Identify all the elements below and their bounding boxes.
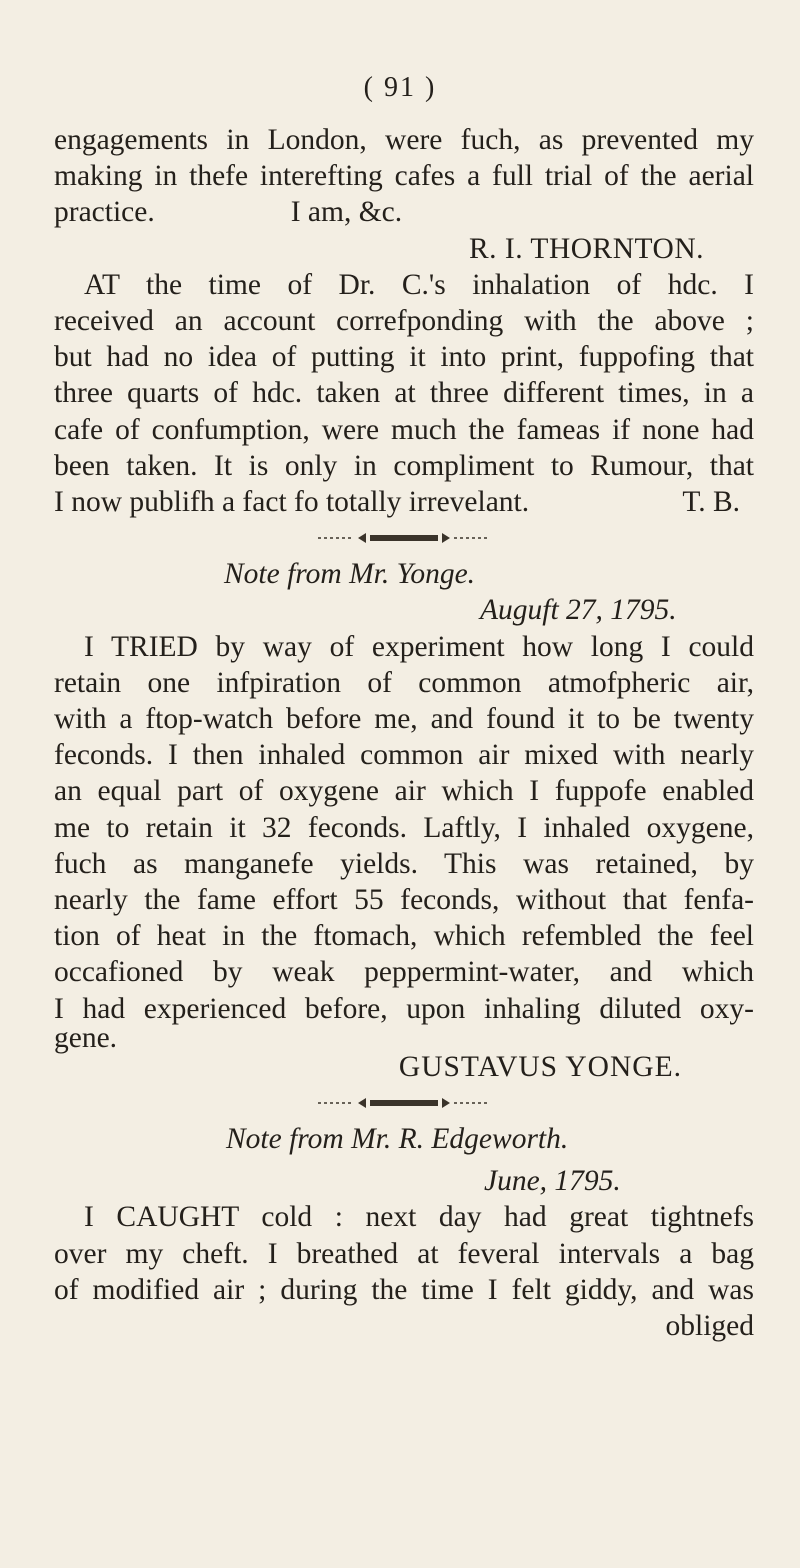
- body-line: but had no idea of putting it into print, fuppofing that: [54, 341, 754, 374]
- body-line: with a ftop-watch before me, and found it to be twenty: [54, 703, 754, 736]
- closing: I am, &c.: [290, 196, 403, 229]
- last-line: practice.: [54, 196, 155, 229]
- body-line: AT the time of Dr. C.'s inhalation of hdc. I: [84, 268, 754, 301]
- body-line: me to retain it 32 feconds. Laftly, I inhaled oxygene,: [54, 811, 754, 844]
- body-line: I had experienced before, upon inhaling diluted oxy-: [54, 992, 754, 1025]
- body-line: received an account correfponding with the above ;: [54, 305, 754, 338]
- signature-yonge: GUSTAVUS YONGE.: [398, 1050, 682, 1083]
- body-line: an equal part of oxygene air which I fuppofe enabled: [54, 775, 754, 808]
- page-number: ( 91 ): [363, 72, 437, 103]
- section-divider: [54, 1085, 754, 1121]
- body-line: engagements in London, were fuch, as prevented my: [54, 124, 754, 156]
- tb-final-line: [54, 484, 754, 520]
- body-line: making in thefe interefting cafes a full trial of the aerial: [54, 160, 754, 193]
- body-line: I TRIED by way of experiment how long I could: [84, 630, 754, 663]
- body-line: tion of heat in the ftomach, which refembled the feel: [54, 920, 754, 953]
- page-body: [54, 122, 754, 1344]
- last-line: I now publifh a fact fo totally irrevelant.: [54, 486, 530, 519]
- signature-tb: T. B.: [682, 486, 740, 519]
- closing-line: [54, 194, 754, 230]
- body-line: retain one infpiration of common atmofpheric air,: [54, 666, 754, 699]
- body-line: of modified air ; during the time I felt giddy, and was: [54, 1273, 754, 1306]
- body-line: cafe of confumption, were much the fameas if none had: [54, 413, 754, 446]
- body-line: over my cheft. I breathed at feveral intervals a bag: [54, 1237, 754, 1270]
- note-date-edgeworth: June, 1795.: [484, 1165, 621, 1198]
- note-heading-yonge: Note from Mr. Yonge.: [224, 558, 476, 591]
- body-line: occafioned by weak peppermint-water, and which: [54, 956, 754, 989]
- signature-thornton: R. I. THORNTON.: [468, 232, 704, 265]
- body-line: been taken. It is only in compliment to Rumour, that: [54, 449, 754, 482]
- body-line: I CAUGHT cold : next day had great tightnefs: [84, 1201, 754, 1234]
- catchword: obliged: [665, 1310, 754, 1343]
- body-line: feconds. I then inhaled common air mixed with nearly: [54, 739, 754, 772]
- section-divider: [54, 520, 754, 556]
- body-line: three quarts of hdc. taken at three different times, in a: [54, 377, 754, 410]
- body-line: nearly the fame effort 55 feconds, without that fenfa-: [54, 884, 754, 917]
- body-line: fuch as manganefe yields. This was retained, by: [54, 847, 754, 880]
- note-date-yonge: Auguft 27, 1795.: [480, 594, 677, 627]
- last-line: gene.: [54, 1021, 118, 1054]
- note-heading-edgeworth: Note from Mr. R. Edgeworth.: [226, 1123, 569, 1156]
